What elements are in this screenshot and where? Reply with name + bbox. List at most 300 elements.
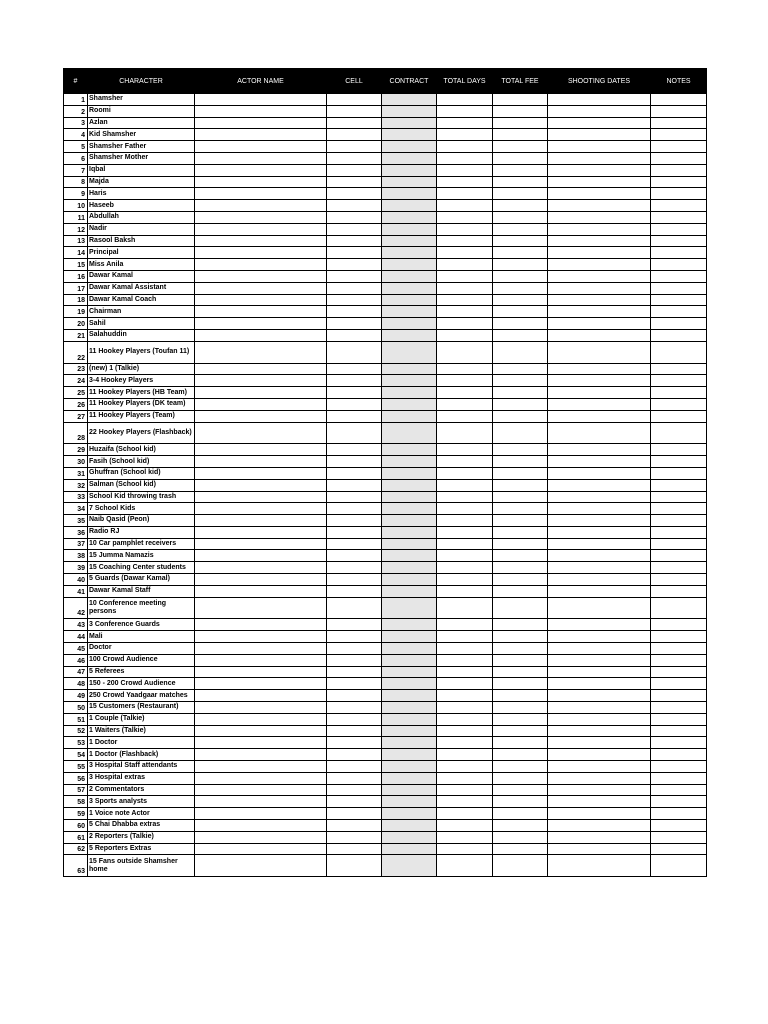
total-days-cell — [437, 831, 493, 843]
table-row — [64, 820, 707, 832]
contract-cell — [382, 164, 437, 176]
contract-cell — [382, 247, 437, 259]
contract-cell — [382, 678, 437, 690]
character-name: 3-4 Hookey Players — [88, 375, 195, 387]
row-number: 37 — [64, 538, 88, 550]
total-fee-cell — [493, 247, 548, 259]
actor-name-cell — [195, 479, 327, 491]
cell-cell — [327, 294, 382, 306]
contract-cell — [382, 129, 437, 141]
contract-cell — [382, 526, 437, 538]
notes-cell — [651, 585, 707, 597]
character-name: Kid Shamsher — [88, 129, 195, 141]
character-name: 1 Doctor — [88, 737, 195, 749]
cell-cell — [327, 387, 382, 399]
actor-name-cell — [195, 761, 327, 773]
table-row — [64, 259, 707, 271]
actor-name-cell — [195, 152, 327, 164]
character-name: Azlan — [88, 117, 195, 129]
total-days-cell — [437, 526, 493, 538]
row-number: 18 — [64, 294, 88, 306]
cell-cell — [327, 141, 382, 153]
contract-cell — [382, 597, 437, 619]
total-days-cell — [437, 643, 493, 655]
shooting-dates-cell — [548, 94, 651, 106]
row-number: 32 — [64, 479, 88, 491]
notes-cell — [651, 702, 707, 714]
actor-name-cell — [195, 725, 327, 737]
total-fee-cell — [493, 761, 548, 773]
contract-cell — [382, 444, 437, 456]
contract-cell — [382, 329, 437, 341]
contract-cell — [382, 479, 437, 491]
cell-cell — [327, 306, 382, 318]
cell-cell — [327, 619, 382, 631]
total-days-cell — [437, 117, 493, 129]
contract-cell — [382, 105, 437, 117]
notes-cell — [651, 784, 707, 796]
casting-sheet — [63, 68, 706, 877]
character-name: (new) 1 (Talkie) — [88, 363, 195, 375]
cell-cell — [327, 643, 382, 655]
total-fee-cell — [493, 574, 548, 586]
contract-cell — [382, 398, 437, 410]
total-fee-cell — [493, 843, 548, 855]
total-days-cell — [437, 211, 493, 223]
shooting-dates-cell — [548, 363, 651, 375]
actor-name-cell — [195, 211, 327, 223]
total-fee-cell — [493, 444, 548, 456]
row-number: 13 — [64, 235, 88, 247]
shooting-dates-cell — [548, 678, 651, 690]
notes-cell — [651, 294, 707, 306]
row-number: 63 — [64, 855, 88, 877]
cell-cell — [327, 574, 382, 586]
actor-name-cell — [195, 259, 327, 271]
actor-name-cell — [195, 820, 327, 832]
actor-name-cell — [195, 843, 327, 855]
row-number: 17 — [64, 282, 88, 294]
character-name: Roomi — [88, 105, 195, 117]
character-name: Fasih (School kid) — [88, 456, 195, 468]
total-days-cell — [437, 176, 493, 188]
total-fee-cell — [493, 259, 548, 271]
total-fee-cell — [493, 341, 548, 363]
table-row — [64, 341, 707, 363]
row-number: 35 — [64, 515, 88, 527]
table-body — [64, 94, 707, 877]
actor-name-cell — [195, 643, 327, 655]
actor-name-cell — [195, 503, 327, 515]
cell-cell — [327, 188, 382, 200]
notes-cell — [651, 737, 707, 749]
character-name: 15 Jumma Namazis — [88, 550, 195, 562]
character-name: Majda — [88, 176, 195, 188]
actor-name-cell — [195, 223, 327, 235]
shooting-dates-cell — [548, 306, 651, 318]
table-row — [64, 467, 707, 479]
character-name: 1 Voice note Actor — [88, 808, 195, 820]
total-days-cell — [437, 820, 493, 832]
character-name: Rasool Baksh — [88, 235, 195, 247]
row-number: 1 — [64, 94, 88, 106]
notes-cell — [651, 306, 707, 318]
character-name: Principal — [88, 247, 195, 259]
total-days-cell — [437, 515, 493, 527]
table-row — [64, 562, 707, 574]
contract-cell — [382, 808, 437, 820]
notes-cell — [651, 796, 707, 808]
row-number: 50 — [64, 702, 88, 714]
row-number: 23 — [64, 363, 88, 375]
contract-cell — [382, 515, 437, 527]
total-fee-cell — [493, 831, 548, 843]
shooting-dates-cell — [548, 491, 651, 503]
cell-cell — [327, 585, 382, 597]
total-days-cell — [437, 585, 493, 597]
table-row — [64, 702, 707, 714]
total-days-cell — [437, 503, 493, 515]
table-row — [64, 117, 707, 129]
shooting-dates-cell — [548, 105, 651, 117]
shooting-dates-cell — [548, 422, 651, 444]
contract-cell — [382, 176, 437, 188]
character-name: School Kid throwing trash — [88, 491, 195, 503]
total-fee-cell — [493, 784, 548, 796]
row-number: 51 — [64, 713, 88, 725]
total-fee-cell — [493, 619, 548, 631]
cell-cell — [327, 270, 382, 282]
notes-cell — [651, 94, 707, 106]
cell-cell — [327, 737, 382, 749]
row-number: 28 — [64, 422, 88, 444]
cell-cell — [327, 479, 382, 491]
table-row — [64, 247, 707, 259]
table-row — [64, 761, 707, 773]
total-fee-cell — [493, 152, 548, 164]
row-number: 2 — [64, 105, 88, 117]
total-days-cell — [437, 666, 493, 678]
cell-cell — [327, 772, 382, 784]
total-fee-cell — [493, 117, 548, 129]
total-days-cell — [437, 444, 493, 456]
notes-cell — [651, 223, 707, 235]
total-fee-cell — [493, 141, 548, 153]
row-number: 56 — [64, 772, 88, 784]
row-number: 43 — [64, 619, 88, 631]
total-fee-cell — [493, 211, 548, 223]
contract-cell — [382, 306, 437, 318]
actor-name-cell — [195, 784, 327, 796]
character-name: Salahuddin — [88, 329, 195, 341]
header-notes: NOTES — [651, 69, 707, 94]
notes-cell — [651, 211, 707, 223]
actor-name-cell — [195, 235, 327, 247]
row-number: 57 — [64, 784, 88, 796]
contract-cell — [382, 631, 437, 643]
row-number: 49 — [64, 690, 88, 702]
row-number: 5 — [64, 141, 88, 153]
notes-cell — [651, 678, 707, 690]
notes-cell — [651, 318, 707, 330]
total-days-cell — [437, 164, 493, 176]
cell-cell — [327, 725, 382, 737]
row-number: 31 — [64, 467, 88, 479]
table-row — [64, 808, 707, 820]
character-name: Miss Anila — [88, 259, 195, 271]
cell-cell — [327, 654, 382, 666]
cell-cell — [327, 341, 382, 363]
cell-cell — [327, 211, 382, 223]
table-row — [64, 141, 707, 153]
total-days-cell — [437, 306, 493, 318]
contract-cell — [382, 467, 437, 479]
header-actor-name: ACTOR NAME — [195, 69, 327, 94]
shooting-dates-cell — [548, 761, 651, 773]
total-days-cell — [437, 619, 493, 631]
contract-cell — [382, 713, 437, 725]
contract-cell — [382, 562, 437, 574]
contract-cell — [382, 619, 437, 631]
table-row — [64, 363, 707, 375]
cell-cell — [327, 503, 382, 515]
table-row — [64, 796, 707, 808]
contract-cell — [382, 341, 437, 363]
row-number: 16 — [64, 270, 88, 282]
actor-name-cell — [195, 188, 327, 200]
cell-cell — [327, 247, 382, 259]
cell-cell — [327, 831, 382, 843]
table-row — [64, 631, 707, 643]
total-days-cell — [437, 631, 493, 643]
character-name: Salman (School kid) — [88, 479, 195, 491]
contract-cell — [382, 538, 437, 550]
total-days-cell — [437, 713, 493, 725]
actor-name-cell — [195, 422, 327, 444]
actor-name-cell — [195, 141, 327, 153]
notes-cell — [651, 515, 707, 527]
cell-cell — [327, 329, 382, 341]
notes-cell — [651, 479, 707, 491]
total-fee-cell — [493, 375, 548, 387]
total-days-cell — [437, 550, 493, 562]
notes-cell — [651, 259, 707, 271]
character-name: Haseeb — [88, 200, 195, 212]
character-name: 11 Hookey Players (HB Team) — [88, 387, 195, 399]
shooting-dates-cell — [548, 152, 651, 164]
row-number: 54 — [64, 749, 88, 761]
row-number: 8 — [64, 176, 88, 188]
total-days-cell — [437, 737, 493, 749]
notes-cell — [651, 562, 707, 574]
cell-cell — [327, 796, 382, 808]
total-days-cell — [437, 796, 493, 808]
total-days-cell — [437, 270, 493, 282]
notes-cell — [651, 643, 707, 655]
cell-cell — [327, 761, 382, 773]
total-fee-cell — [493, 282, 548, 294]
row-number: 55 — [64, 761, 88, 773]
character-name: Dawar Kamal Assistant — [88, 282, 195, 294]
notes-cell — [651, 387, 707, 399]
row-number: 24 — [64, 375, 88, 387]
character-name: 2 Commentators — [88, 784, 195, 796]
total-days-cell — [437, 294, 493, 306]
row-number: 19 — [64, 306, 88, 318]
shooting-dates-cell — [548, 223, 651, 235]
cell-cell — [327, 444, 382, 456]
contract-cell — [382, 270, 437, 282]
shooting-dates-cell — [548, 294, 651, 306]
table-row — [64, 654, 707, 666]
actor-name-cell — [195, 387, 327, 399]
character-name: 3 Conference Guards — [88, 619, 195, 631]
actor-name-cell — [195, 375, 327, 387]
actor-name-cell — [195, 654, 327, 666]
actor-name-cell — [195, 702, 327, 714]
shooting-dates-cell — [548, 550, 651, 562]
actor-name-cell — [195, 713, 327, 725]
row-number: 27 — [64, 410, 88, 422]
actor-name-cell — [195, 456, 327, 468]
shooting-dates-cell — [548, 737, 651, 749]
row-number: 26 — [64, 398, 88, 410]
actor-name-cell — [195, 398, 327, 410]
contract-cell — [382, 855, 437, 877]
cell-cell — [327, 129, 382, 141]
character-name: 7 School Kids — [88, 503, 195, 515]
total-days-cell — [437, 597, 493, 619]
character-name: 10 Car pamphlet receivers — [88, 538, 195, 550]
character-name: Chairman — [88, 306, 195, 318]
shooting-dates-cell — [548, 855, 651, 877]
cell-cell — [327, 702, 382, 714]
table-row — [64, 329, 707, 341]
notes-cell — [651, 654, 707, 666]
notes-cell — [651, 363, 707, 375]
character-name: 5 Guards (Dawar Kamal) — [88, 574, 195, 586]
table-row — [64, 725, 707, 737]
contract-cell — [382, 550, 437, 562]
table-row — [64, 306, 707, 318]
total-days-cell — [437, 247, 493, 259]
table-row — [64, 164, 707, 176]
shooting-dates-cell — [548, 619, 651, 631]
total-days-cell — [437, 94, 493, 106]
contract-cell — [382, 585, 437, 597]
contract-cell — [382, 737, 437, 749]
shooting-dates-cell — [548, 129, 651, 141]
total-days-cell — [437, 562, 493, 574]
actor-name-cell — [195, 410, 327, 422]
character-name: Dawar Kamal Coach — [88, 294, 195, 306]
contract-cell — [382, 282, 437, 294]
cell-cell — [327, 176, 382, 188]
total-days-cell — [437, 784, 493, 796]
total-days-cell — [437, 129, 493, 141]
shooting-dates-cell — [548, 211, 651, 223]
total-days-cell — [437, 772, 493, 784]
contract-cell — [382, 654, 437, 666]
actor-name-cell — [195, 164, 327, 176]
total-fee-cell — [493, 456, 548, 468]
cell-cell — [327, 200, 382, 212]
character-name: 3 Hospital Staff attendants — [88, 761, 195, 773]
table-row — [64, 737, 707, 749]
actor-name-cell — [195, 831, 327, 843]
shooting-dates-cell — [548, 784, 651, 796]
contract-cell — [382, 188, 437, 200]
row-number: 30 — [64, 456, 88, 468]
total-days-cell — [437, 422, 493, 444]
actor-name-cell — [195, 585, 327, 597]
contract-cell — [382, 294, 437, 306]
row-number: 41 — [64, 585, 88, 597]
contract-cell — [382, 702, 437, 714]
shooting-dates-cell — [548, 831, 651, 843]
total-days-cell — [437, 808, 493, 820]
shooting-dates-cell — [548, 479, 651, 491]
total-fee-cell — [493, 654, 548, 666]
table-row — [64, 282, 707, 294]
shooting-dates-cell — [548, 574, 651, 586]
character-name: 1 Couple (Talkie) — [88, 713, 195, 725]
contract-cell — [382, 666, 437, 678]
shooting-dates-cell — [548, 690, 651, 702]
shooting-dates-cell — [548, 341, 651, 363]
table-row — [64, 831, 707, 843]
actor-name-cell — [195, 666, 327, 678]
character-name: 250 Crowd Yaadgaar matches — [88, 690, 195, 702]
contract-cell — [382, 503, 437, 515]
character-name: 5 Reporters Extras — [88, 843, 195, 855]
shooting-dates-cell — [548, 631, 651, 643]
shooting-dates-cell — [548, 247, 651, 259]
shooting-dates-cell — [548, 117, 651, 129]
notes-cell — [651, 467, 707, 479]
total-fee-cell — [493, 363, 548, 375]
total-fee-cell — [493, 200, 548, 212]
shooting-dates-cell — [548, 164, 651, 176]
table-row — [64, 772, 707, 784]
notes-cell — [651, 235, 707, 247]
notes-cell — [651, 491, 707, 503]
character-name: Mali — [88, 631, 195, 643]
table-row — [64, 784, 707, 796]
character-name: Nadir — [88, 223, 195, 235]
actor-name-cell — [195, 737, 327, 749]
table-row — [64, 690, 707, 702]
table-row — [64, 270, 707, 282]
table-row — [64, 235, 707, 247]
actor-name-cell — [195, 200, 327, 212]
table-row — [64, 855, 707, 877]
notes-cell — [651, 422, 707, 444]
header-num: # — [64, 69, 88, 94]
total-fee-cell — [493, 690, 548, 702]
table-row — [64, 444, 707, 456]
casting-table — [63, 68, 707, 877]
contract-cell — [382, 422, 437, 444]
shooting-dates-cell — [548, 526, 651, 538]
character-name: 11 Hookey Players (Toufan 11) — [88, 341, 195, 363]
total-fee-cell — [493, 410, 548, 422]
cell-cell — [327, 550, 382, 562]
total-days-cell — [437, 235, 493, 247]
notes-cell — [651, 375, 707, 387]
total-days-cell — [437, 105, 493, 117]
table-row — [64, 643, 707, 655]
